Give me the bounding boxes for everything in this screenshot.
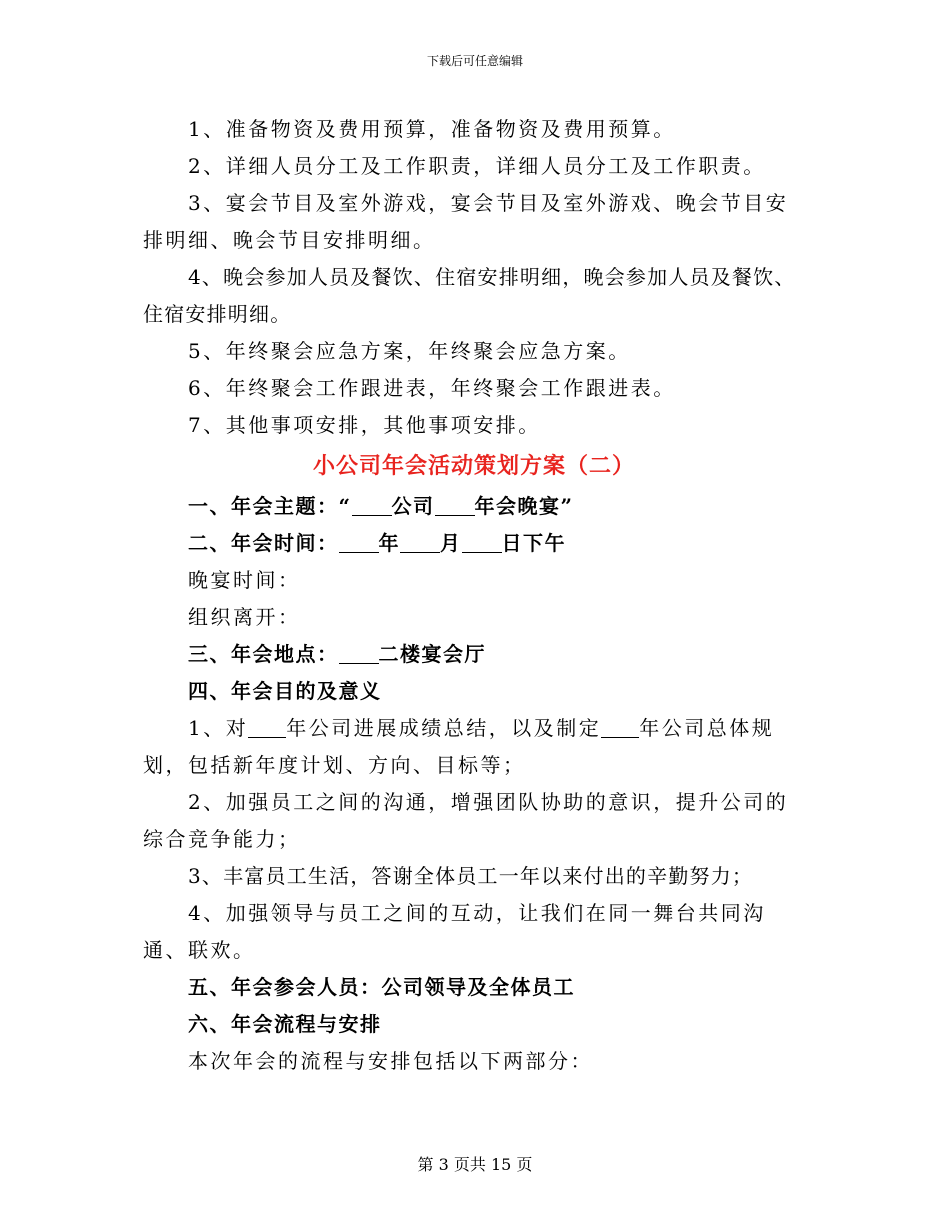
process-heading: 六、年会流程与安排	[188, 1012, 382, 1036]
theme-heading: 一、年会主题：“ 公司 年会晚宴”	[188, 494, 574, 518]
page-footer: 第 3 页共 15 页	[417, 1155, 533, 1174]
list-item: 6、年终聚会工作跟进表，年终聚会工作跟进表。	[188, 376, 676, 400]
blank-line	[462, 532, 502, 553]
blank-line	[400, 532, 440, 553]
blank-line	[601, 717, 639, 738]
blank-line	[352, 495, 392, 516]
document-body	[143, 111, 805, 1080]
leave-time: 组织离开：	[188, 605, 301, 629]
purpose-item-4: 4、加强领导与员工之间的互动，让我们在同一舞台共同沟通、联欢。	[143, 901, 766, 962]
time-heading: 二、年会时间： 年 月 日下午	[188, 531, 566, 555]
blank-line	[339, 532, 379, 553]
list-item: 7、其他事项安排，其他事项安排。	[188, 413, 541, 437]
section-title: 小公司年会活动策划方案（二）	[312, 453, 635, 479]
list-item: 2、详细人员分工及工作职责，详细人员分工及工作职责。	[188, 154, 766, 178]
purpose-item-2: 2、加强员工之间的沟通，增强团队协助的意识，提升公司的综合竞争能力；	[143, 790, 789, 851]
attendees-heading: 五、年会参会人员：公司领导及全体员工	[188, 975, 575, 999]
list-item: 1、准备物资及费用预算，准备物资及费用预算。	[188, 117, 676, 141]
purpose-heading: 四、年会目的及意义	[188, 679, 382, 703]
purpose-item-1: 1、对 年公司进展成绩总结，以及制定 年公司总体规划，包括新年度计划、方向、目标等；	[143, 716, 775, 777]
blank-line	[339, 643, 379, 664]
place-heading: 三、年会地点： 二楼宴会厅	[188, 642, 486, 666]
blank-line	[248, 717, 286, 738]
blank-line	[435, 495, 475, 516]
page-header: 下载后可任意编辑	[426, 54, 523, 68]
list-item: 5、年终聚会应急方案，年终聚会应急方案。	[188, 339, 631, 363]
list-item: 4、晚会参加人员及餐饮、住宿安排明细，晚会参加人员及餐饮、住宿安排明细。	[143, 265, 796, 326]
process-intro: 本次年会的流程与安排包括以下两部分：	[188, 1049, 593, 1073]
purpose-item-3: 3、丰富员工生活，答谢全体员工一年以来付出的辛勤努力；	[188, 864, 754, 888]
list-item: 3、宴会节目及室外游戏，宴会节目及室外游戏、晚会节目安排明细、晚会节目安排明细。	[143, 191, 789, 252]
dinner-time: 晚宴时间：	[188, 568, 301, 592]
